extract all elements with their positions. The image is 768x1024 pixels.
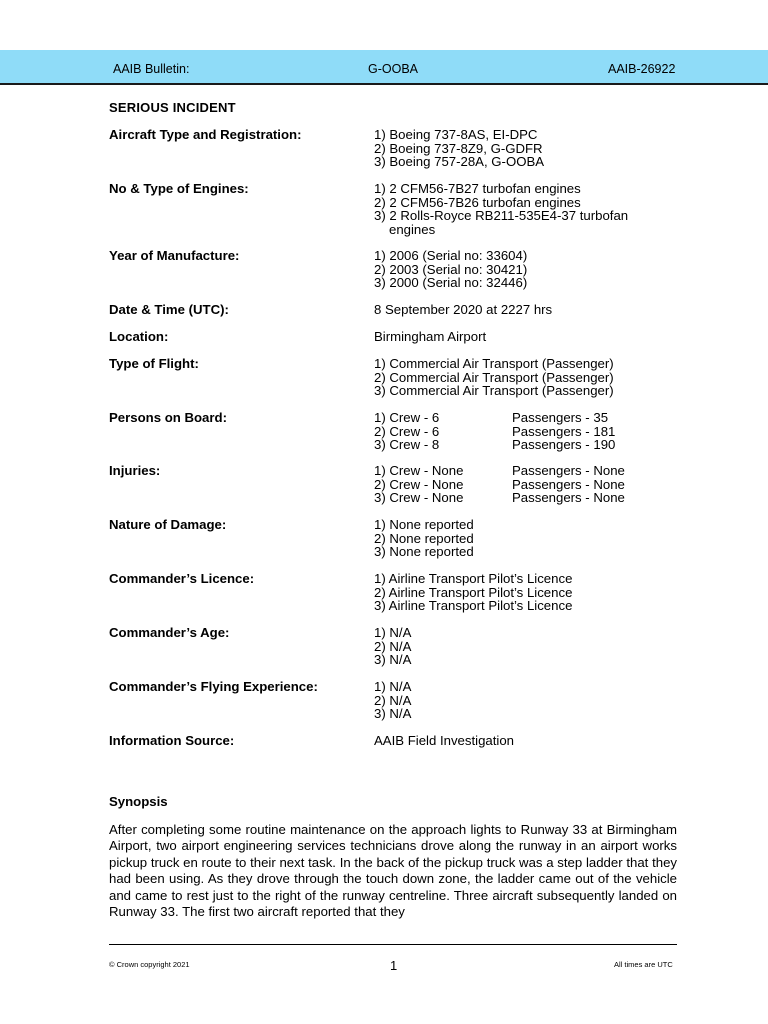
footer-divider bbox=[109, 944, 677, 945]
crew-count: 2) Crew - 6 bbox=[374, 423, 440, 439]
field-label: Injuries: bbox=[109, 463, 161, 478]
crew-injuries: 3) Crew - None bbox=[374, 490, 464, 505]
crew-count: 1) Crew - 6 bbox=[374, 410, 440, 425]
value-line: 1) Airline Transport Pilot’s Licence bbox=[374, 571, 573, 586]
field-label: Location: bbox=[109, 329, 169, 344]
footer-copyright: © Crown copyright 2021 bbox=[109, 960, 190, 969]
value-line: 2) 2003 (Serial no: 30421) bbox=[374, 261, 528, 277]
field-value bbox=[374, 518, 474, 559]
passenger-count: Passengers - 190 bbox=[512, 437, 616, 452]
field-value bbox=[374, 680, 411, 721]
value-line: 1) N/A bbox=[374, 625, 412, 640]
value-line: 2) 2 CFM56-7B26 turbofan engines bbox=[374, 194, 581, 210]
value-line: Birmingham Airport bbox=[374, 329, 487, 344]
value-line: 2) Airline Transport Pilot’s Licence bbox=[374, 584, 573, 600]
field-value bbox=[374, 572, 572, 613]
value-line: 1) None reported bbox=[374, 517, 474, 532]
synopsis-heading: Synopsis bbox=[109, 794, 168, 809]
footer-times-note: All times are UTC bbox=[614, 960, 673, 969]
value-line: engines bbox=[389, 221, 436, 237]
value-line: 2) Commercial Air Transport (Passenger) bbox=[374, 369, 614, 385]
bulletin-header bbox=[0, 50, 768, 85]
header-registration: G-OOBA bbox=[368, 62, 419, 76]
value-line: 3) 2 Rolls-Royce RB211-535E4-37 turbofan bbox=[374, 208, 629, 223]
field-label: Commander’s Flying Experience: bbox=[109, 679, 318, 694]
passenger-injuries-column bbox=[512, 463, 625, 505]
value-line: 8 September 2020 at 2227 hrs bbox=[374, 302, 553, 317]
value-line: 2) N/A bbox=[374, 638, 412, 654]
value-line: 1) 2006 (Serial no: 33604) bbox=[374, 248, 528, 263]
field-label: No & Type of Engines: bbox=[109, 181, 249, 196]
value-line: 3) Airline Transport Pilot’s Licence bbox=[374, 598, 573, 613]
value-line: 2) None reported bbox=[374, 530, 474, 546]
header-reference: AAIB-26922 bbox=[608, 62, 676, 76]
field-label: Nature of Damage: bbox=[109, 517, 227, 532]
field-value bbox=[374, 357, 614, 398]
passenger-injuries: Passengers - None bbox=[512, 463, 625, 478]
passenger-column bbox=[512, 410, 616, 452]
field-label: Date & Time (UTC): bbox=[109, 302, 229, 317]
passenger-injuries: Passengers - None bbox=[512, 490, 625, 505]
crew-count: 3) Crew - 8 bbox=[374, 437, 440, 452]
value-line: 3) N/A bbox=[374, 652, 412, 667]
value-line: 1) Boeing 737-8AS, EI-DPC bbox=[374, 127, 538, 142]
value-line: 2) Boeing 737-8Z9, G-GDFR bbox=[374, 140, 543, 156]
crew-injuries: 1) Crew - None bbox=[374, 463, 464, 478]
field-label: Year of Manufacture: bbox=[109, 248, 240, 263]
field-label: Commander’s Licence: bbox=[109, 571, 255, 586]
synopsis-paragraph: After completing some routine maintenance on the approach lights to Runway 33 at Birmingham Airport, two airport engineering services technicians drove along the runway in an airport works pickup truck en route to their next task. In the back of the pickup truck was a step ladder that they had been using. As they drove through the touch down zone, the ladder came out of the vehicle and came to rest just to the right of the runway centreline. Three aircraft subsequently landed on Runway 33. The first two aircraft reported that they bbox=[109, 822, 677, 920]
field-value bbox=[374, 410, 616, 452]
header-bulletin-label: AAIB Bulletin: bbox=[113, 62, 190, 76]
value-line: 1) Commercial Air Transport (Passenger) bbox=[374, 356, 614, 371]
value-line: 3) 2000 (Serial no: 32446) bbox=[374, 275, 528, 290]
value-line: 3) Commercial Air Transport (Passenger) bbox=[374, 383, 614, 398]
passenger-count: Passengers - 181 bbox=[512, 423, 616, 439]
field-label: Persons on Board: bbox=[109, 410, 227, 425]
passenger-injuries: Passengers - None bbox=[512, 476, 625, 492]
field-label: Type of Flight: bbox=[109, 356, 199, 371]
value-line: 1) 2 CFM56-7B27 turbofan engines bbox=[374, 181, 581, 196]
value-line: 3) None reported bbox=[374, 544, 474, 559]
field-value bbox=[374, 303, 552, 317]
field-value bbox=[374, 734, 514, 748]
value-line: 3) Boeing 757-28A, G-OOBA bbox=[374, 154, 545, 169]
field-label: Commander’s Age: bbox=[109, 625, 230, 640]
page-title: SERIOUS INCIDENT bbox=[109, 100, 236, 115]
value-line: 2) N/A bbox=[374, 692, 412, 708]
field-value bbox=[374, 463, 625, 505]
field-label: Information Source: bbox=[109, 733, 235, 748]
field-value bbox=[374, 330, 486, 344]
passenger-count: Passengers - 35 bbox=[512, 410, 609, 425]
field-value bbox=[374, 128, 544, 169]
field-value bbox=[374, 249, 527, 290]
field-value bbox=[374, 626, 411, 667]
page-number: 1 bbox=[390, 958, 398, 973]
value-line: 1) N/A bbox=[374, 679, 412, 694]
value-line: 3) N/A bbox=[374, 706, 412, 721]
value-line: AAIB Field Investigation bbox=[374, 733, 515, 748]
field-label: Aircraft Type and Registration: bbox=[109, 127, 302, 142]
field-value bbox=[374, 182, 628, 236]
crew-injuries: 2) Crew - None bbox=[374, 476, 464, 492]
